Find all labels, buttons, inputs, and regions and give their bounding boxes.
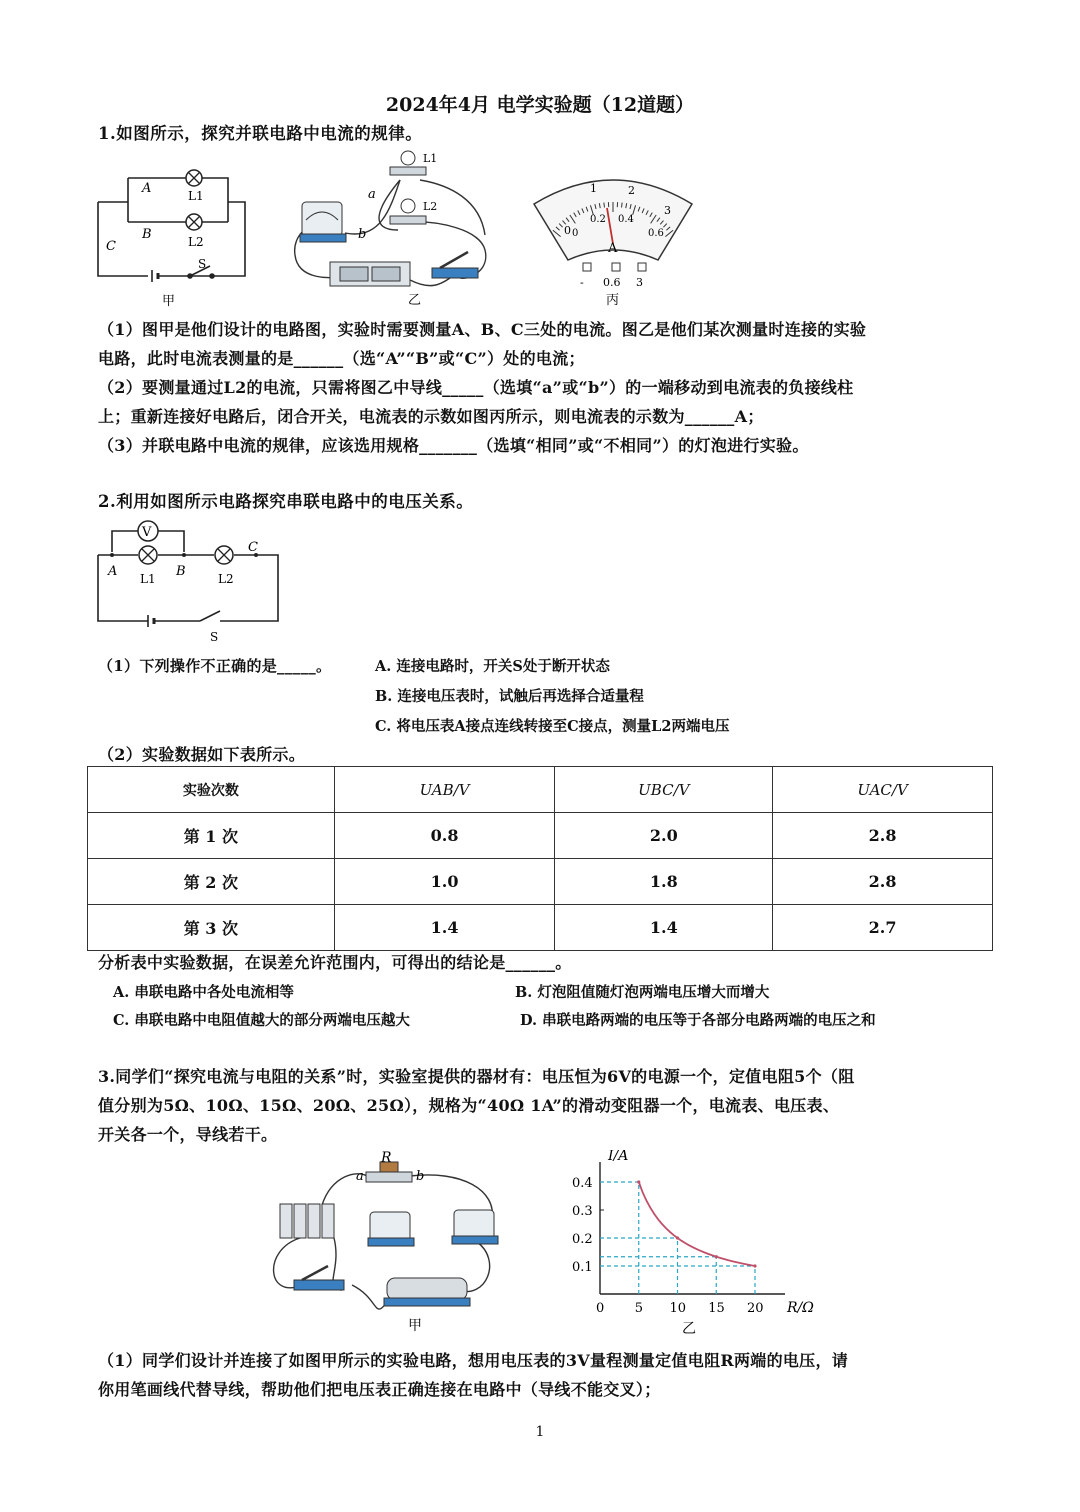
- q1-part2-line1: （2）要测量通过L2的电流，只需将图乙中导线_____（选填“a”或“b”）的一端移动到电流表的负接线柱: [98, 378, 854, 397]
- svg-text:S: S: [198, 257, 207, 271]
- x-tick-label: 15: [708, 1301, 725, 1316]
- svg-text:C: C: [106, 239, 116, 254]
- svg-text:3: 3: [636, 276, 643, 289]
- svg-text:L2: L2: [218, 572, 234, 586]
- svg-text:1: 1: [590, 182, 597, 195]
- q2-conclusion-option-c: C. 串联电路中电阻值越大的部分两端电压越大: [113, 1012, 410, 1029]
- q2-option-a: A. 连接电路时，开关S处于断开状态: [375, 658, 610, 675]
- svg-text:L2: L2: [188, 235, 204, 249]
- x-tick-label: 5: [634, 1301, 644, 1316]
- y-tick-label: 0.1: [572, 1260, 593, 1275]
- y-axis-label: I/A: [608, 1150, 629, 1164]
- svg-text:B: B: [176, 564, 186, 579]
- svg-text:甲: 甲: [408, 1318, 422, 1334]
- ammeter-icon: [300, 202, 346, 242]
- svg-text:A: A: [142, 181, 152, 196]
- q2-option-c: C. 将电压表A接点连线转接至C接点，测量L2两端电压: [375, 718, 730, 735]
- q1-apparatus-yi: [290, 140, 500, 310]
- svg-text:V: V: [142, 525, 152, 540]
- x-tick-label: 10: [669, 1301, 687, 1316]
- switch-icon: [432, 252, 478, 278]
- x-tick-label: 0: [596, 1301, 605, 1316]
- data-point: [715, 1255, 718, 1258]
- data-point: [676, 1236, 679, 1239]
- svg-text:3: 3: [664, 204, 671, 217]
- table-row: 第 1 次 0.8 2.0 2.8: [88, 813, 993, 859]
- q2-conclusion-option-d: D. 串联电路两端的电压等于各部分电路两端的电压之和: [520, 1012, 876, 1029]
- svg-text:0.2: 0.2: [590, 214, 606, 225]
- svg-text:0.4: 0.4: [618, 214, 634, 225]
- svg-text:0: 0: [572, 228, 579, 239]
- data-point: [637, 1180, 640, 1183]
- q3-stem-line1: 3.同学们“探究电流与电阻的关系”时，实验室提供的器材有：电压恒为6V的电源一个，定值电阻5个（阻: [98, 1067, 855, 1086]
- q2-data-table: [87, 766, 993, 951]
- svg-text:乙: 乙: [408, 293, 422, 308]
- q2-part1: （1）下列操作不正确的是_____。: [98, 657, 332, 675]
- svg-text:A: A: [608, 241, 618, 256]
- svg-text:C: C: [248, 540, 258, 555]
- q3-chart-yi: [560, 1150, 820, 1340]
- svg-text:L1: L1: [188, 189, 204, 203]
- q2-conclusion: 分析表中实验数据，在误差允许范围内，可得出的结论是______。: [98, 953, 572, 972]
- x-tick-label: 20: [747, 1301, 764, 1316]
- bulb-icon: [390, 151, 426, 224]
- q2-conclusion-option-b: B. 灯泡阻值随灯泡两端电压增大而增大: [515, 984, 770, 1001]
- q1-part2-line2: 上；重新连接好电路后，闭合开关，电流表的示数如图丙所示，则电流表的示数为______A；: [98, 407, 764, 426]
- q2-circuit: [90, 515, 290, 647]
- q1-circuit-jia: [90, 160, 260, 310]
- svg-text:0.6: 0.6: [603, 276, 621, 289]
- q3-part1-line1: （1）同学们设计并连接了如图甲所示的实验电路，想用电压表的3V量程测量定值电阻R两端的电压，请: [98, 1351, 849, 1370]
- svg-text:a: a: [368, 187, 376, 202]
- q2-stem: 2.利用如图所示电路探究串联电路中的电压关系。: [98, 492, 474, 511]
- y-tick-label: 0.4: [572, 1176, 593, 1191]
- q3-stem-line3: 开关各一个，导线若干。: [98, 1125, 278, 1144]
- data-point: [753, 1264, 756, 1267]
- q2-conclusion-option-a: A. 串联电路中各处电流相等: [113, 984, 294, 1001]
- x-axis-label: R/Ω: [787, 1300, 814, 1316]
- svg-text:L2: L2: [423, 200, 438, 213]
- q1-part3: （3）并联电路中电流的规律，应该选用规格_______（选填“相同”或“不相同”）的灯泡进行实验。: [98, 436, 809, 455]
- switch-icon: [294, 1266, 344, 1290]
- svg-text:乙: 乙: [682, 1321, 696, 1337]
- q1-part1-line1: （1）图甲是他们设计的电路图，实验时需要测量A、B、C三处的电流。图乙是他们某次测量时连接的实验: [98, 320, 867, 339]
- q1-stem: 1.如图所示，探究并联电路中电流的规律。: [98, 124, 423, 143]
- svg-text:S: S: [210, 630, 219, 644]
- q2-part2: （2）实验数据如下表所示。: [98, 745, 306, 764]
- ammeter-icon: [452, 1210, 498, 1244]
- svg-text:R: R: [381, 1150, 392, 1166]
- svg-text:0.6: 0.6: [648, 228, 664, 239]
- rheostat-icon: [384, 1278, 470, 1306]
- svg-text:甲: 甲: [162, 294, 176, 309]
- svg-text:a: a: [356, 1169, 364, 1184]
- svg-text:A: A: [108, 564, 118, 579]
- voltmeter-icon: [368, 1212, 414, 1246]
- battery-icon: [280, 1204, 334, 1238]
- y-tick-label: 0.3: [572, 1204, 593, 1219]
- svg-text:2: 2: [628, 184, 635, 197]
- q1-ammeter-bing: [528, 170, 698, 310]
- table-header-row: 实验次数 UAB/V UBC/V UAC/V: [88, 767, 993, 813]
- svg-text:丙: 丙: [606, 293, 620, 308]
- svg-text:-: -: [580, 276, 584, 289]
- y-tick-label: 0.2: [572, 1232, 593, 1247]
- table-row: 第 3 次 1.4 1.4 2.7: [88, 905, 993, 951]
- page-number: 1: [535, 1424, 545, 1440]
- q3-part1-line2: 你用笔画线代替导线，帮助他们把电压表正确连接在电路中（导线不能交叉）；: [98, 1380, 661, 1399]
- svg-text:L1: L1: [423, 152, 438, 165]
- svg-text:B: B: [142, 227, 152, 242]
- q1-part1-line2: 电路，此时电流表测量的是______（选“A”“B”或“C”）处的电流；: [98, 349, 585, 368]
- svg-text:b: b: [416, 1169, 425, 1184]
- svg-text:0: 0: [564, 224, 571, 237]
- svg-text:L1: L1: [140, 572, 156, 586]
- series-line: [639, 1182, 755, 1266]
- q3-stem-line2: 值分别为5Ω、10Ω、15Ω、20Ω、25Ω），规格为“40Ω 1A”的滑动变阻器一个，电流表、电压表、: [98, 1096, 840, 1115]
- battery-icon: [330, 262, 410, 286]
- q3-apparatus-jia: [262, 1150, 522, 1338]
- q2-option-b: B. 连接电压表时，试触后再选择合适量程: [375, 688, 644, 705]
- table-row: 第 2 次 1.0 1.8 2.8: [88, 859, 993, 905]
- page-title: 2024年4月 电学实验题（12道题）: [385, 94, 695, 116]
- svg-text:b: b: [358, 227, 367, 242]
